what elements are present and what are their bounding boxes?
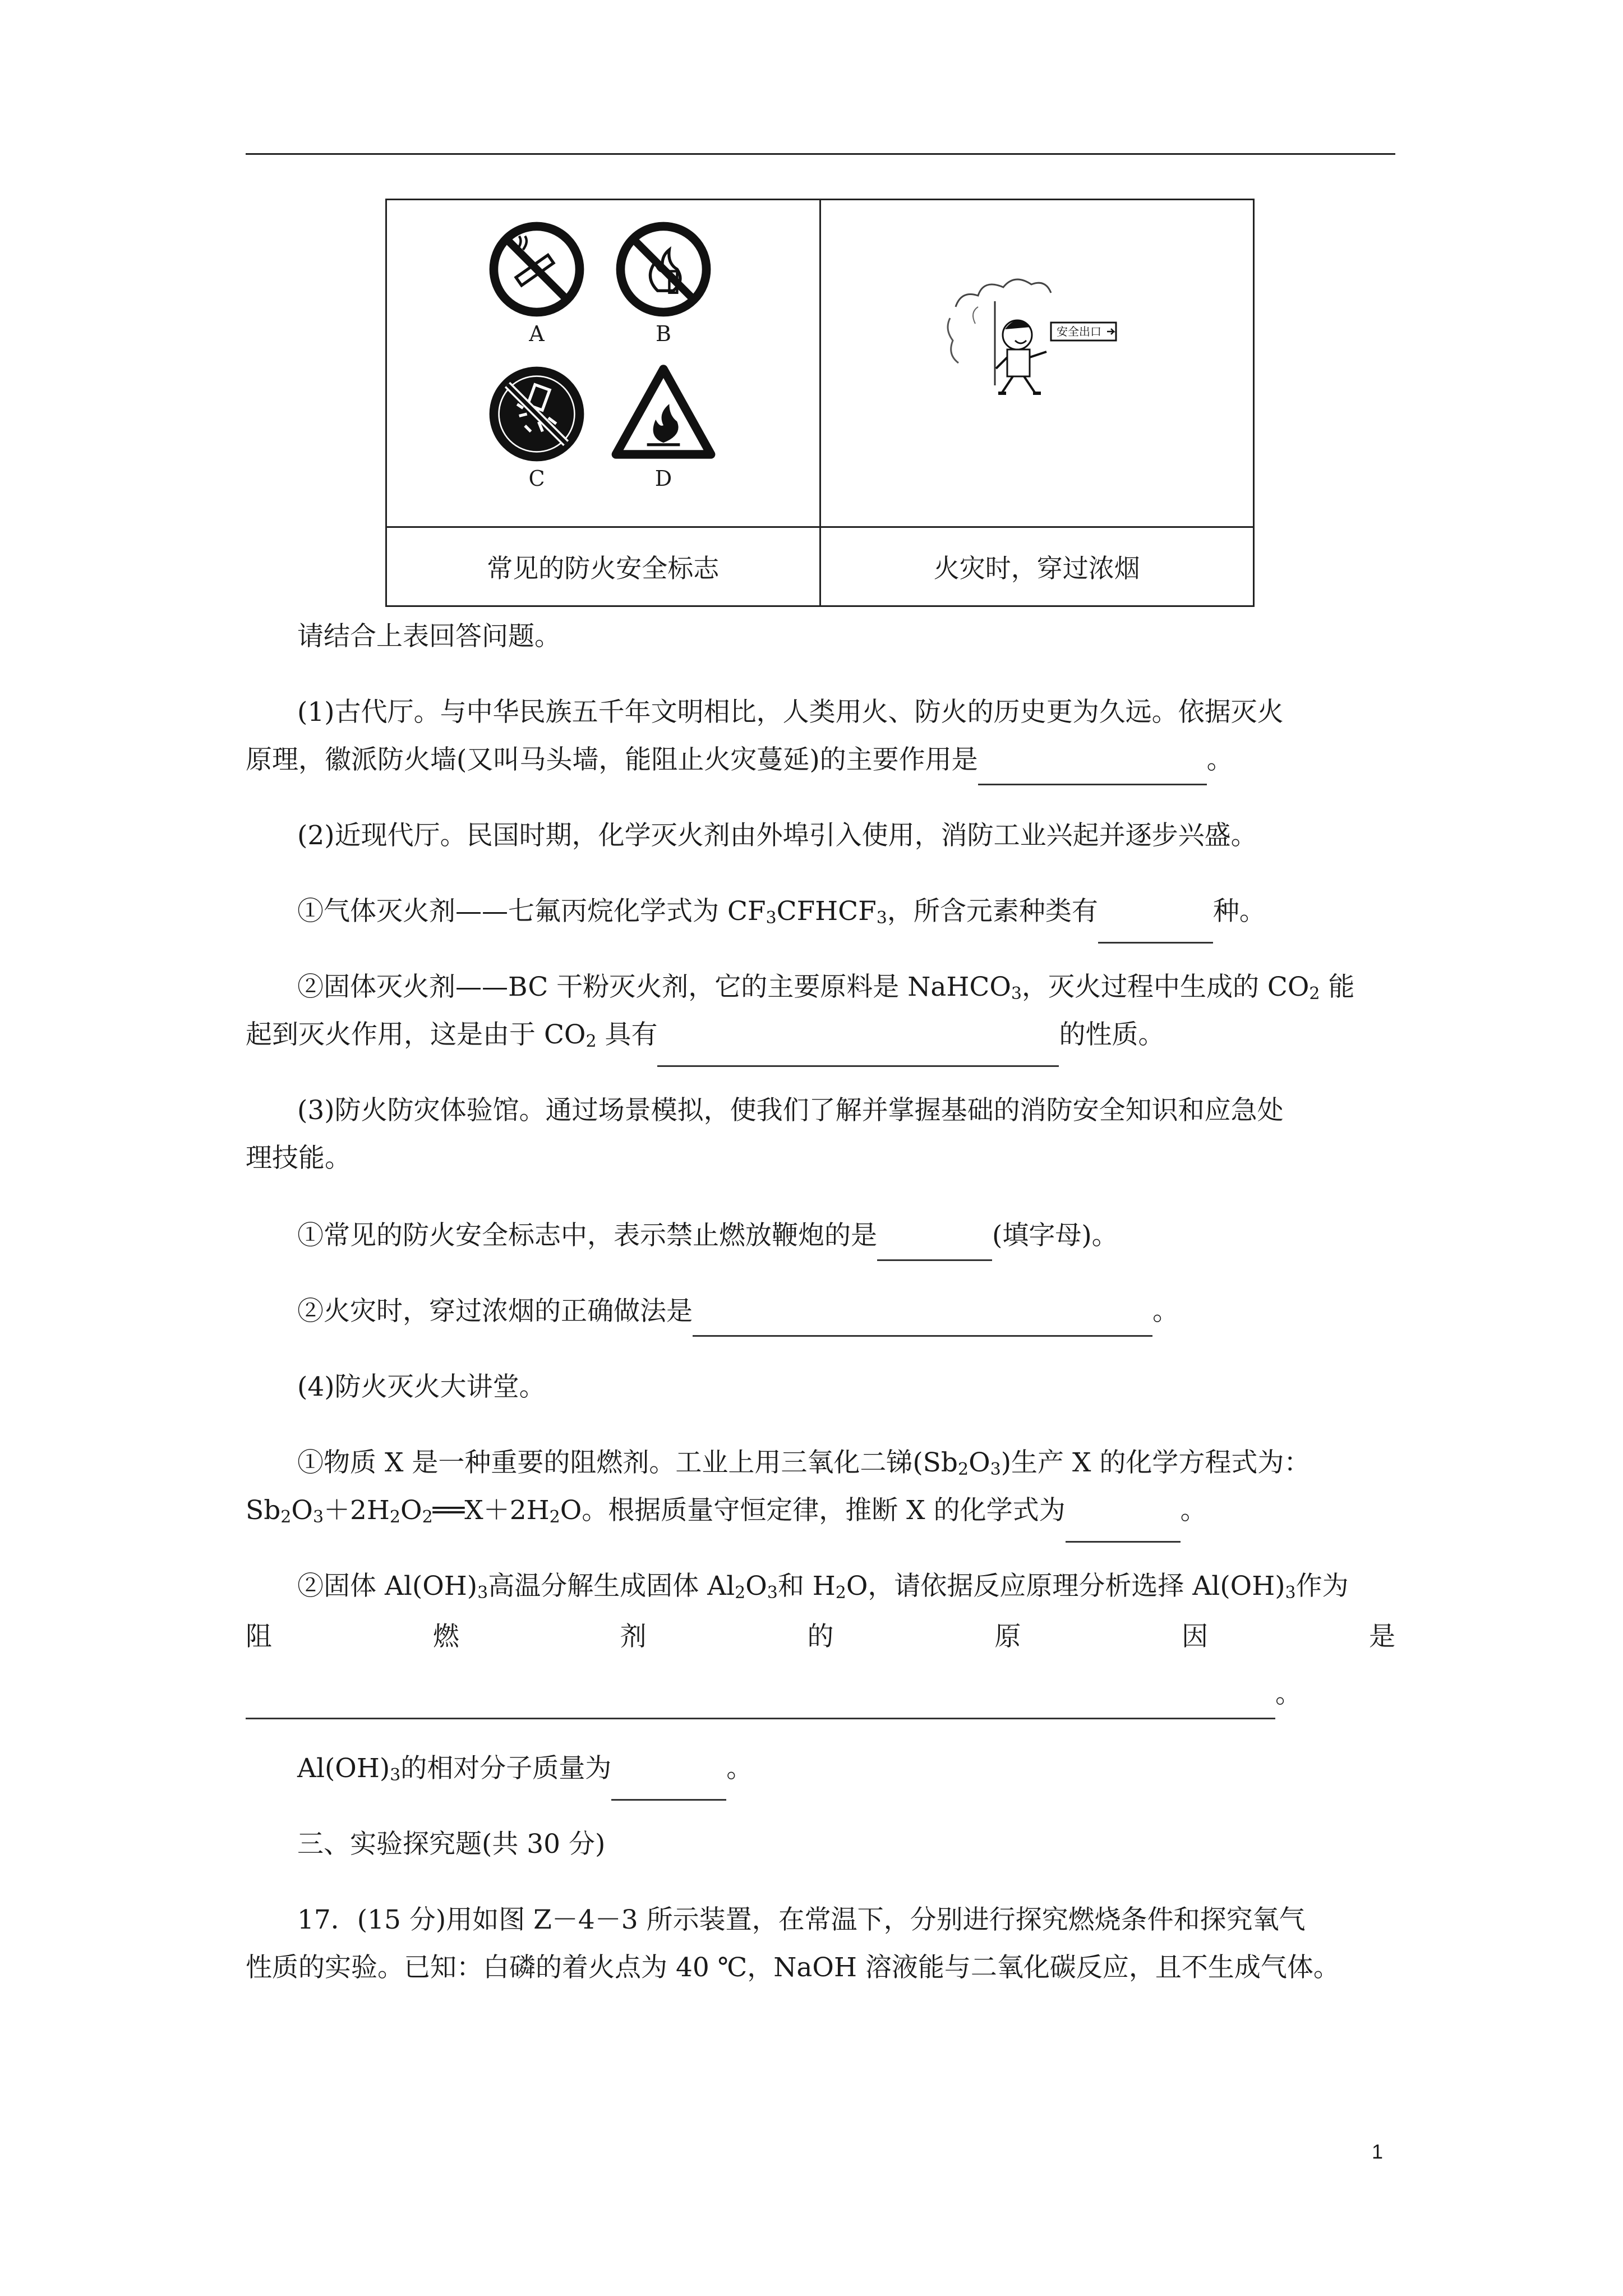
q4-b-line2 bbox=[246, 1616, 1395, 1653]
exit-sign-text: 安全出口 bbox=[1056, 325, 1101, 338]
smoke-escape-illustration bbox=[944, 273, 1141, 413]
q3-a: ①常见的防火安全标志中，表示禁止燃放鞭炮的是 (填字母)。 bbox=[297, 1211, 1395, 1261]
sign-label-b: B bbox=[656, 321, 671, 346]
q4-c: $Al(OH)_3$的相对分子质量为 。 bbox=[297, 1743, 1395, 1801]
q1-line2: 原理，徽派防火墙(又叫马头墙，能阻止火灾蔓延)的主要作用是 。 bbox=[246, 735, 1395, 785]
sign-label-c: C bbox=[528, 466, 545, 491]
sign-label-d: D bbox=[654, 466, 672, 491]
figure-table bbox=[385, 199, 1255, 607]
sign-label-a: A bbox=[529, 321, 545, 346]
q3-b-blank[interactable] bbox=[693, 1306, 1152, 1337]
q2-b-line1: ②固体灭火剂——BC 干粉灭火剂，它的主要原料是 NaHCO$_3$，灭火过程中生成的 $CO_2$ 能 bbox=[297, 972, 1355, 1004]
section-3-heading: 三、实验探究题(共 30 分) bbox=[297, 1829, 606, 1860]
q4-a-line1: ①物质 X 是一种重要的阻燃剂。工业上用三氧化二锑$(Sb_2O_3)$生产 X 的化学方程式为： bbox=[297, 1447, 1311, 1479]
no-open-flame-sign-icon bbox=[615, 220, 712, 318]
q4-b-word: 是 bbox=[1368, 1621, 1395, 1652]
q4-b-word: 阻 bbox=[246, 1621, 272, 1652]
q1-line1: (1)古代厅。与中华民族五千年文明相比，人类用火、防火的历史更为久远。依据灭火 bbox=[297, 697, 1284, 728]
q4-b-word: 剂 bbox=[620, 1621, 647, 1652]
q17-line1: 17．(15 分)用如图 Z－4－3 所示装置，在常温下，分别进行探究燃烧条件和探究氧气 bbox=[297, 1904, 1306, 1935]
intro-text: 请结合上表回答问题。 bbox=[297, 621, 561, 652]
q4-b-word: 原 bbox=[994, 1621, 1021, 1652]
page-number: 1 bbox=[1372, 2140, 1384, 2163]
q17-line2: 性质的实验。已知：白磷的着火点为 40 ℃，NaOH 溶液能与二氧化碳反应，且不生成气体。 bbox=[246, 1952, 1340, 1983]
q2-b-blank[interactable] bbox=[657, 1036, 1059, 1067]
flammable-warning-sign-icon bbox=[610, 363, 717, 461]
q4-c-blank[interactable] bbox=[611, 1770, 726, 1801]
q4-b-line3: 。 bbox=[246, 1669, 1395, 1719]
q2-a: ①气体灭火剂——七氟丙烷化学式为 $CF_3CFHCF_3$，所含元素种类有 种。 bbox=[297, 886, 1395, 944]
right-caption: 火灾时，穿过浓烟 bbox=[820, 527, 1254, 606]
q2-intro: (2)近现代厅。民国时期，化学灭火剂由外埠引入使用，消防工业兴起并逐步兴盛。 bbox=[297, 820, 1257, 851]
q4-b-word: 燃 bbox=[432, 1621, 459, 1652]
q4-title: (4)防火灭火大讲堂。 bbox=[297, 1372, 546, 1402]
q4-b-blank[interactable] bbox=[246, 1688, 1275, 1719]
q4-a-blank[interactable] bbox=[1066, 1512, 1181, 1543]
q3-b: ②火灾时，穿过浓烟的正确做法是 。 bbox=[297, 1286, 1395, 1337]
no-firecrackers-sign-icon bbox=[488, 365, 585, 463]
q3-line1: (3)防火防灾体验馆。通过场景模拟，使我们了解并掌握基础的消防安全知识和应急处 bbox=[297, 1095, 1284, 1126]
no-smoking-sign-icon bbox=[488, 220, 585, 318]
smoke-escape-cell bbox=[820, 200, 1254, 527]
safety-signs-cell bbox=[386, 200, 820, 527]
q4-a-line2: $Sb_2O_3+2H_2O_2══X+2H_2O$。根据质量守恒定律，推断 X 的化学式为 。 bbox=[246, 1485, 1395, 1543]
q1-answer-blank[interactable] bbox=[978, 754, 1207, 785]
q3-line2: 理技能。 bbox=[246, 1143, 351, 1174]
q2-a-blank[interactable] bbox=[1098, 913, 1213, 944]
q3-a-blank[interactable] bbox=[877, 1230, 992, 1261]
left-caption: 常见的防火安全标志 bbox=[386, 527, 820, 606]
q2-b-line2: 起到灭火作用，这是由于 $CO_2$ 具有 的性质。 bbox=[246, 1010, 1395, 1067]
q4-b-word: 因 bbox=[1182, 1621, 1209, 1652]
q4-b-word: 的 bbox=[807, 1621, 834, 1652]
header-rule bbox=[246, 153, 1395, 155]
q4-b-line1: ②固体 $Al(OH)_3$高温分解生成固体 $Al_2O_3$和 $H_2O$，请依据反应原理分析选择 $Al(OH)_3$作为 bbox=[297, 1571, 1349, 1603]
